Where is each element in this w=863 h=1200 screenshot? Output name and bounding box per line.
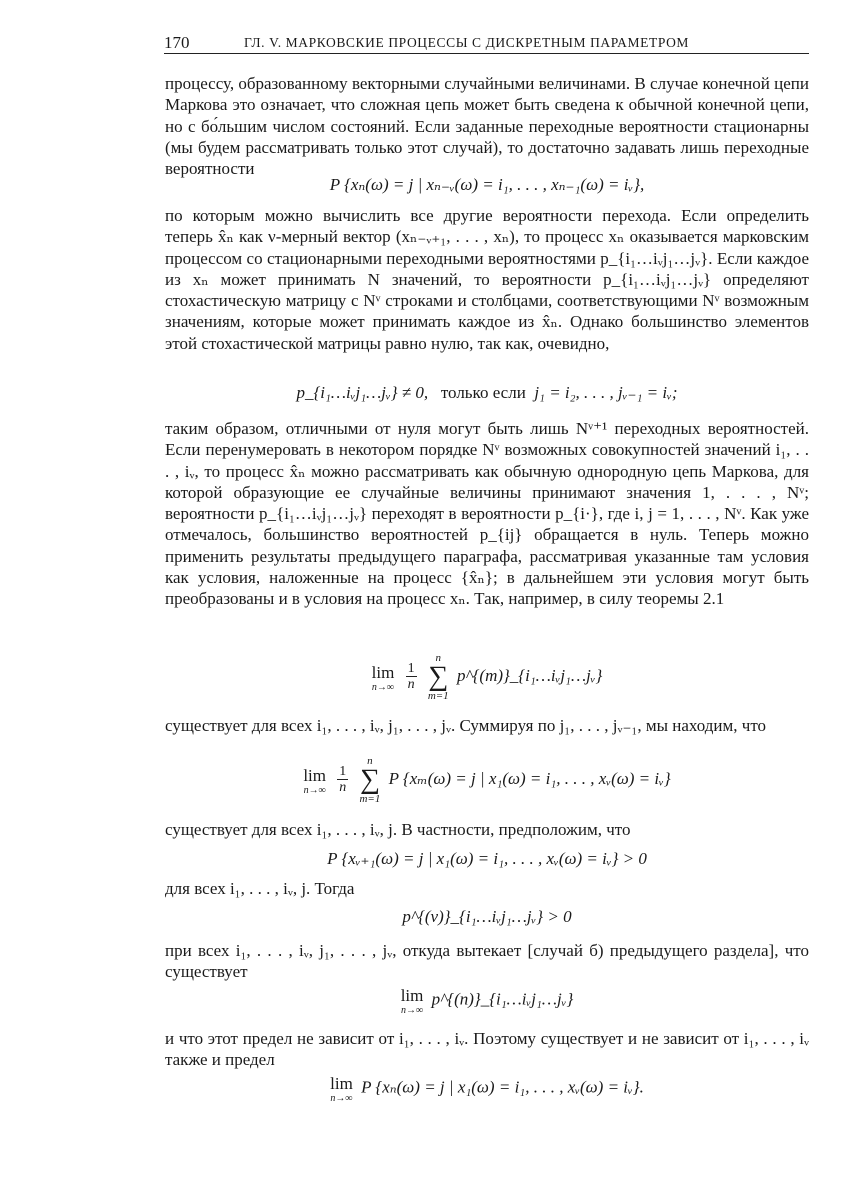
limit-operator: lim n→∞ [400,986,424,1016]
running-header [164,33,809,54]
paragraph-4: существует для всех i₁, . . . , iᵥ, j₁, . . . , jᵥ. Суммируя по j₁, . . . , jᵥ₋₁, мы находим, что [165,716,767,735]
equation-final-limit [165,1073,809,1104]
equation-transition-probability [165,174,809,195]
equation-main: p_{i₁…iᵥj₁…jᵥ} ≠ 0, [296,383,429,402]
paragraph-3: таким образом, отличными от нуля могут быть лишь Nᵛ⁺¹ переходных вероятностей. Если перенумеровать в некотором порядке Nᵛ возможных совокупностей значений i₁, . . . , iᵥ, то процесс x̂ₙ можно рассматривать как обычную однородную цепь Маркова, для которой образующие ее случайные величины принимают значения 1, . . . , Nᵛ; вероятности p_{i₁…iᵥj₁…jᵥ} переходят в вероятности p_{i·}, где i, j = 1, . . . , Nᵛ. Как уже отмечалось, большинство вероятностей p_{ij} обращается в нуль. Теперь можно применить результаты предыдущего параграфа, рассматривая указанные там условия как условия, наложенные на процесс {x̂ₙ}; в дальнейшем эти условия могут быть преобразованы и в условия на процесс xₙ. Так, например, в силу теоремы 2.1 [165,419,809,609]
equation-cesaro-limit [165,652,809,702]
chapter-title: ГЛ. V. МАРКОВСКИЕ ПРОЦЕССЫ С ДИСКРЕТНЫМ ПАРАМЕТРОМ [244,35,690,50]
equation-text-label: только если [440,383,526,402]
equation-nu-step-positive [165,906,809,927]
page-number: 170 [164,33,190,52]
equation-positive-condition [165,848,809,869]
paragraph-8: и что этот предел не зависит от i₁, . . . , iᵥ. Поэтому существует и не зависит от i₁, . . . , iᵥ также и предел [165,1029,809,1070]
fraction: $\frac{1}{n}$ [407,661,415,692]
equation-limit-n-step [165,985,809,1016]
paragraph-7: при всех i₁, . . . , iᵥ, j₁, . . . , jᵥ, откуда вытекает [случай б) предыдущего раздела], что существует [165,941,809,982]
equation-text: P {xᵥ₊₁(ω) = j | x₁(ω) = i₁, . . . , xᵥ(ω) = iᵥ} > 0 [327,849,647,868]
sum-operator: n ∑ m=1 [359,755,381,805]
paragraph-1: процессу, образованному векторными случайными величинами. В случае конечной цепи Маркова это означает, что сложная цепь может быть сведена к обычной конечной цепи, но с бо́льшим числом состояний. Если заданные переходные вероятности стационарны (мы будем рассматривать только этот случай), то достаточно задавать лишь переходные вероятности [165,74,809,179]
equation-cesaro-sum [165,755,809,805]
limit-operator: lim n→∞ [303,765,326,796]
equation-text: p^{(ν)}_{i₁…iᵥj₁…jᵥ} > 0 [402,907,572,926]
paragraph-2: по которым можно вычислить все другие вероятности перехода. Если определить теперь x̂ₙ как ν-мерный вектор (xₙ₋ᵥ₊₁, . . . , xₙ), то процесс xₙ оказывается марковским процессом со стационарными переходными вероятностями p_{i₁…iᵥj₁…jᵥ}. Если каждое из xₙ может принимать N значений, то вероятности p_{i₁…iᵥj₁…jᵥ} определяют стохастическую матрицу с Nᵛ строками и столбцами, соответствующими Nᵛ возможным значениям, которые может принимать каждое из x̂ₙ. Однако большинство элементов этой стохастической матрицы равно нулю, так как, очевидно, [165,206,809,353]
limit-operator: lim n→∞ [330,1074,353,1104]
sum-operator: n ∑ m=1 [427,652,449,702]
equation-text: P {xₙ(ω) = j | xₙ₋ᵥ(ω) = i₁, . . . , xₙ₋₁(ω) = iᵥ}, [329,175,645,194]
equation-term: P {xₘ(ω) = j | x₁(ω) = i₁, . . . , xᵥ(ω) = iᵥ} [388,768,671,788]
fraction: $\frac{1}{n}$ [339,764,347,795]
equation-term: P {xₙ(ω) = j | x₁(ω) = i₁, . . . , xᵥ(ω) = iᵥ}. [361,1077,644,1097]
equation-term: p^{(m)}_{i₁…iᵥj₁…jᵥ} [456,665,603,685]
paragraph-6: для всех i₁, . . . , iᵥ, j. Тогда [165,879,355,898]
limit-operator: lim n→∞ [371,662,395,693]
equation-nonzero-condition [165,382,809,403]
equation-term: p^{(n)}_{i₁…iᵥj₁…jᵥ} [431,989,574,1009]
equation-condition: j₁ = i₂, . . . , jᵥ₋₁ = iᵥ; [534,383,678,402]
paragraph-5: существует для всех i₁, . . . , iᵥ, j. В частности, предположим, что [165,820,631,839]
